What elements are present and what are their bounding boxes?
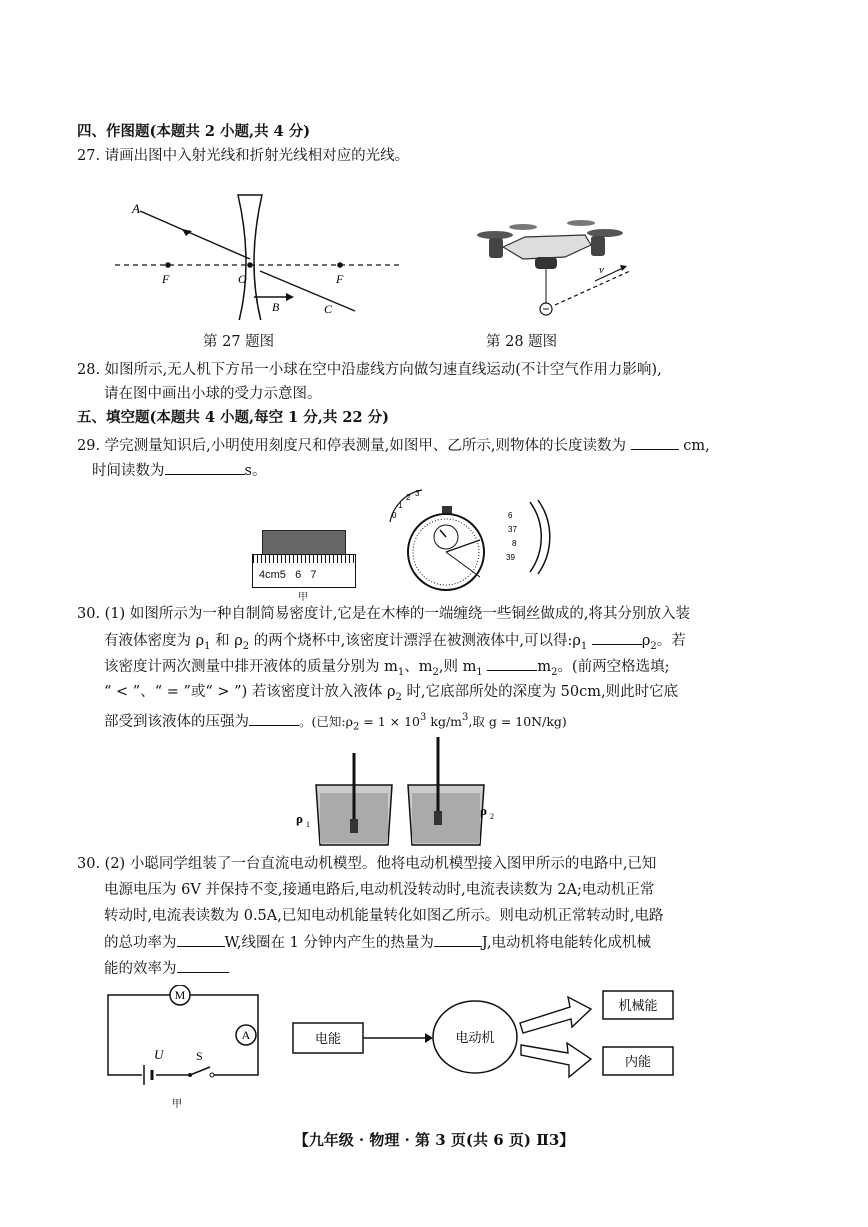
q30a-sub8: 2: [551, 666, 558, 678]
question-30a-line5: [104, 708, 567, 738]
measured-object: [262, 530, 346, 556]
hydrometer-left-bulb: [350, 819, 358, 833]
label-F-left: F: [162, 272, 170, 286]
question-28-line2: 请在图中画出小球的受力示意图。: [104, 386, 322, 402]
caption-q28: 第 28 题图: [486, 334, 558, 350]
q30a-t16: kg/m: [426, 713, 463, 729]
energy-diagram: [285, 985, 685, 1095]
ruler-figure: [252, 530, 356, 603]
rotor-right: [587, 229, 623, 237]
small-dial-num-3: 3: [415, 489, 420, 498]
beakers-figure: [290, 735, 510, 850]
q30a-sub4: 2: [650, 640, 657, 652]
q30a-sup1: 3: [420, 712, 427, 723]
q30a-t8: ,则 m: [438, 659, 477, 675]
question-30b-line2: 电源电压为 6V 并保持不变,接通电路后,电动机没转动时,电流表读数为 2A;电动机正常: [104, 882, 655, 898]
q30b-t1: 的总功率为: [104, 935, 177, 951]
q30a-t10: 。(前两空格选填;: [557, 659, 670, 675]
label-C: C: [324, 302, 333, 316]
q30a-sub7: 1: [476, 666, 483, 678]
stopwatch-figure: [380, 482, 560, 592]
question-30a-line2: [104, 630, 686, 657]
drone-body: [503, 235, 591, 259]
answer-blank-time[interactable]: [165, 460, 245, 475]
switch-label: S: [196, 1049, 203, 1063]
dial-number-8: 8: [512, 539, 517, 548]
focus-right-dot: [337, 262, 343, 268]
dial-number-37: 37: [508, 525, 517, 534]
q29-text-b: 时间读数为: [92, 463, 165, 479]
q29-text-a: 29. 学完测量知识后,小明使用刻度尺和停表测量,如图甲、乙所示,则物体的长度读数为: [77, 438, 626, 454]
q30b-t2: W,线圈在 1 分钟内产生的热量为: [224, 935, 434, 951]
label-F-right: F: [336, 272, 344, 286]
label-internal-energy: 内能: [624, 1055, 652, 1070]
caption-q27: 第 27 题图: [203, 334, 275, 350]
q30a-t17: ,取 g = 10N/kg): [468, 713, 567, 729]
label-motor: 电动机: [455, 1031, 495, 1046]
voltage-label: U: [154, 1047, 164, 1062]
page-footer: 【九年级 · 物理 · 第 3 页(共 6 页) Ⅱ3】: [293, 1131, 575, 1149]
q30a-sub9: 2: [395, 691, 402, 703]
focus-left-dot: [165, 262, 171, 268]
q30a-t7: 、m: [404, 659, 433, 675]
optical-center-dot: [247, 262, 253, 268]
large-dial-arc-outer: [538, 500, 550, 574]
arrow-mechanical: [520, 997, 591, 1033]
dial-number-39: 39: [506, 553, 515, 562]
q30a-t12: 时,它底部所处的深度为 50cm,则此时它底: [401, 684, 679, 700]
rho1-label: ρ: [296, 811, 303, 826]
q30a-t6: 该密度计两次测量中排开液体的质量分别为 m: [104, 659, 398, 675]
q30a-t1: 有液体密度为 ρ: [104, 633, 205, 649]
refracted-ray-arrow: [286, 293, 294, 301]
ruler-ticks: [253, 555, 355, 563]
question-30a-line3: [104, 656, 669, 683]
ammeter-label: A: [241, 1028, 251, 1042]
ruler-caption: 甲: [298, 592, 308, 603]
question-29-line2: [92, 460, 266, 481]
q30a-sup2: 3: [462, 712, 469, 723]
answer-blank-pressure[interactable]: [249, 711, 299, 726]
question-27-text: 27. 请画出图中入射光线和折射光线相对应的光线。: [77, 148, 410, 164]
motion-path: [555, 271, 630, 305]
motor-label: M: [174, 988, 186, 1002]
q30a-t15: = 1 × 10: [359, 713, 421, 729]
rho2-subscript: 2: [490, 812, 494, 821]
label-electric-energy: 电能: [314, 1032, 342, 1047]
circuit-caption: 甲: [172, 1099, 182, 1110]
answer-blank-heat[interactable]: [434, 932, 482, 947]
label-mechanical-energy: 机械能: [618, 999, 658, 1014]
q30a-t9: m: [537, 659, 552, 675]
q30b-t3: J,电动机将电能转化成机械: [481, 935, 651, 951]
answer-blank-length[interactable]: [631, 435, 679, 450]
drone-camera: [535, 257, 557, 269]
label-O: O: [238, 272, 247, 286]
switch-contact: [210, 1073, 214, 1077]
question-28-line1: 28. 如图所示,无人机下方吊一小球在空中沿虚线方向做匀速直线运动(不计空气作用力影响),: [77, 362, 662, 378]
q30a-t3: 的两个烧杯中,该密度计漂浮在被测液体中,可以得:ρ: [249, 633, 581, 649]
q30a-t2: 和 ρ: [210, 633, 243, 649]
question-30b-line1: 30. (2) 小聪同学组装了一台直流电动机模型。他将电动机模型接入图甲所示的电路中,已知: [77, 856, 657, 872]
q30a-sub3: 1: [580, 640, 588, 652]
ruler-numbers: 4cm5 6 7: [259, 569, 317, 581]
small-dial-num-1: 1: [398, 501, 403, 510]
q30a-t5: 。若: [656, 633, 686, 649]
motor-left: [489, 238, 503, 258]
question-30a-line4: [104, 682, 678, 708]
answer-blank-power[interactable]: [177, 932, 225, 947]
section-heading-4: 四、作图题(本题共 2 小题,共 4 分): [77, 123, 311, 140]
ruler: [252, 554, 356, 588]
rotor-left: [477, 231, 513, 239]
q30a-t4: ρ: [641, 633, 651, 649]
velocity-label: v: [599, 264, 604, 276]
concave-lens: [238, 195, 262, 320]
q29-unit-cm: cm,: [683, 438, 710, 454]
drone-diagram-q28: [465, 205, 645, 325]
rho2-label: ρ: [480, 803, 487, 818]
liquid-right: [412, 793, 480, 843]
rotor-back-left: [509, 224, 537, 230]
section-heading-5: 五、填空题(本题共 4 小题,每空 1 分,共 22 分): [77, 409, 389, 426]
answer-blank-efficiency[interactable]: [177, 958, 229, 973]
rho1-subscript: 1: [306, 820, 310, 829]
answer-blank-density[interactable]: [592, 630, 642, 645]
q30a-t14: 。(已知:ρ: [299, 713, 353, 729]
arrow-input-head: [425, 1033, 433, 1043]
q30b-t4: 能的效率为: [104, 961, 177, 977]
question-30b-line5: [104, 958, 229, 979]
q30a-sub5: 1: [397, 666, 405, 678]
question-30b-line3: 转动时,电流表读数为 0.5A,已知电动机能量转化如图乙所示。则电动机正常转动时,电路: [104, 908, 664, 924]
q30a-sub10: 2: [352, 721, 360, 733]
small-dial-num-2: 2: [406, 493, 411, 502]
dial-number-6: 6: [508, 511, 513, 520]
lens-diagram-q27: [110, 185, 410, 320]
q29-unit-s: s。: [244, 463, 267, 479]
label-A: A: [132, 201, 140, 216]
question-29-line1: [77, 435, 710, 456]
rotor-back-right: [567, 220, 595, 226]
label-B: B: [272, 300, 280, 314]
question-30b-line4: [104, 932, 651, 953]
q30a-sub1: 1: [204, 640, 211, 652]
motor-right: [591, 236, 605, 256]
answer-blank-mass[interactable]: [487, 656, 537, 671]
circuit-diagram: [100, 985, 270, 1110]
arrow-internal: [521, 1043, 591, 1077]
hydrometer-right-bulb: [434, 811, 442, 825]
large-dial-arc: [530, 502, 541, 572]
q30a-sub6: 2: [432, 666, 439, 678]
q30a-sub2: 2: [242, 640, 250, 652]
incident-ray: [140, 211, 250, 259]
question-30a-line1: 30. (1) 如图所示为一种自制简易密度计,它是在木棒的一端缠绕一些铜丝做成的,将其分别放入装: [77, 606, 691, 622]
q30a-t11: “ < ”、“ = ”或“ > ”) 若该密度计放入液体 ρ: [104, 684, 396, 700]
small-dial-num-0: 0: [392, 511, 397, 520]
velocity-arrow-head: [620, 265, 627, 271]
q30a-t13: 部受到该液体的压强为: [104, 713, 249, 730]
